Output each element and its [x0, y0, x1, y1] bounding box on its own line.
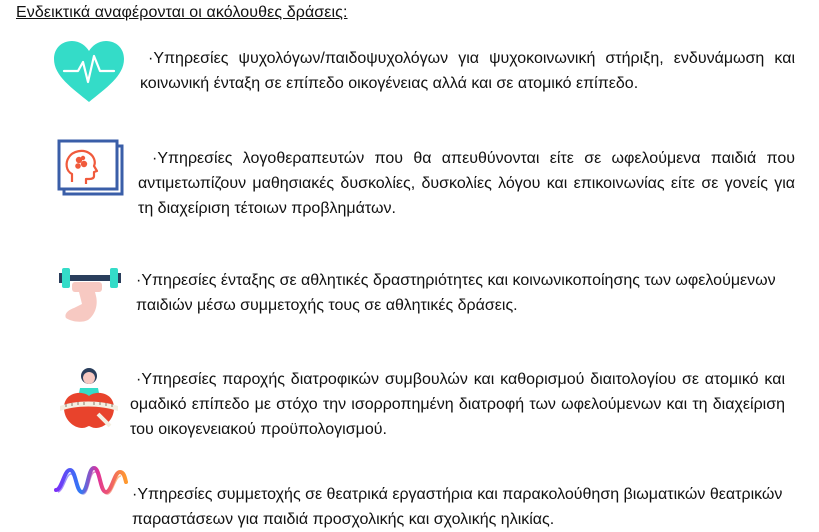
wave-icon: [54, 464, 128, 498]
item-1-text: ·Υπηρεσίες ψυχολόγων/παιδοψυχολόγων για ψυχοκοινωνική στήριξη, ενδυνάμωση και κοινωνική ένταξη σε επίπεδο οικογένειας αλλά και σε ατομικό επίπεδο.: [140, 50, 795, 92]
apple-nutrition-icon: [58, 364, 120, 430]
page-heading: Ενδεικτικά αναφέρονται οι ακόλουθες δράσεις:: [16, 4, 348, 21]
item-5-text: ·Υπηρεσίες συμμετοχής σε θεατρικά εργαστήρια και παρακολούθηση βιωματικών θεατρικών παραστάσεων για παιδιά προσχολικής και σχολικής ηλικίας.: [132, 486, 783, 528]
item-4-text: ·Υπηρεσίες παροχής διατροφικών συμβουλών και καθορισμού διαιτολογίου σε ατομικό και ομαδικό επίπεδο με στόχο την ισορροπημένη διατροφή των ωφελούμενων και τη διαχείριση του οικογενειακού προϋπολογισμού.: [130, 371, 785, 438]
heart-pulse-icon: [52, 40, 126, 106]
dumbbell-arm-icon: [58, 262, 122, 324]
item-2-text: ·Υπηρεσίες λογοθεραπευτών που θα απευθύνονται είτε σε ωφελούμενα παιδιά που αντιμετωπίζουν μαθησιακές δυσκολίες, δυσκολίες λόγου και επικοινωνίας είτε σε γονείς για τη διαχείριση τέτοιων προβλημάτων.: [138, 150, 795, 217]
item-3-text: ·Υπηρεσίες ένταξης σε αθλητικές δραστηριότητες και κοινωνικοποίησης των ωφελούμενων παιδιών μέσω συμμετοχής τους σε αθλητικές δράσεις.: [136, 272, 776, 314]
head-puzzle-icon: [56, 138, 126, 198]
